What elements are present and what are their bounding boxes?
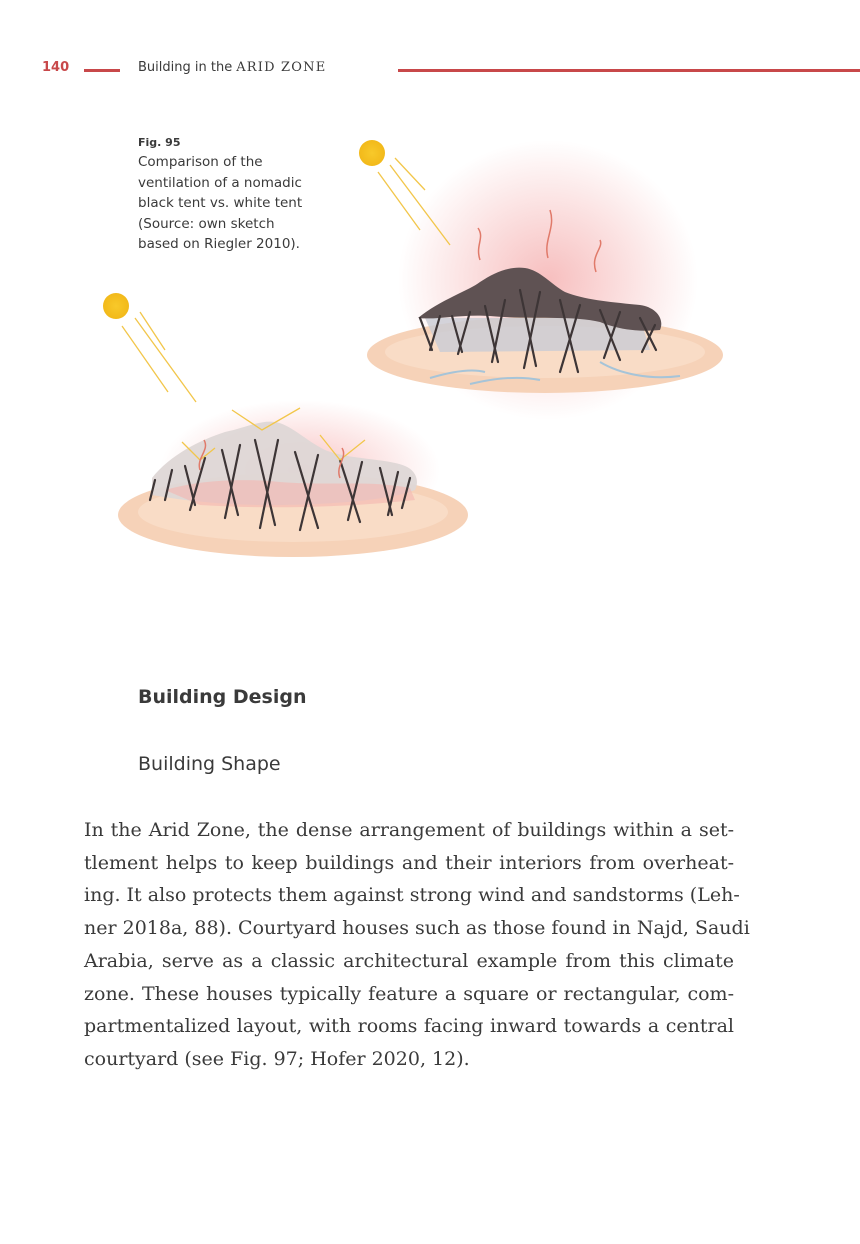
caption-line: based on Riegler 2010). [138,236,300,252]
body-paragraph [84,814,750,1076]
running-header [0,56,860,84]
header-rule-left [84,69,120,72]
page-number: 140 [42,60,70,75]
body-line: partmentalized layout, with rooms facing inward towards a central [84,1015,734,1038]
caption-line: (Source: own sketch [138,215,275,232]
caption-line: Comparison of the [138,154,263,170]
section-subheading: Building Shape [138,753,281,775]
body-line: tlement helps to keep buildings and their interiors from overheat- [84,851,734,874]
running-title [138,60,326,75]
section-heading: Building Design [138,686,307,708]
body-line: courtyard (see Fig. 97; Hofer 2020, 12). [84,1047,470,1070]
body-line: zone. These houses typically feature a square or rectangular, com- [84,982,734,1005]
body-line: In the Arid Zone, the dense arrangement of buildings within a set- [84,819,734,841]
body-line: Arabia, serve as a classic architectural example from this climate [84,949,734,972]
black-tent-sketch [359,140,723,420]
running-title-zone: ARID ZONE [236,60,327,75]
sun-icon [103,293,129,319]
body-line: ner 2018a, 88). Courtyard houses such as those found in Najd, Saudi [84,917,750,940]
tent-ventilation-illustration [0,110,860,580]
body-line: ing. It also protects them against strong wind and sandstorms (Leh- [84,884,740,907]
running-title-prefix: Building in the [138,60,233,75]
sun-icon [359,140,385,166]
caption-line: black tent vs. white tent [138,195,303,211]
figure-label: Fig. 95 [138,136,181,149]
header-rule-right [398,69,860,72]
caption-line: ventilation of a nomadic [138,174,302,191]
